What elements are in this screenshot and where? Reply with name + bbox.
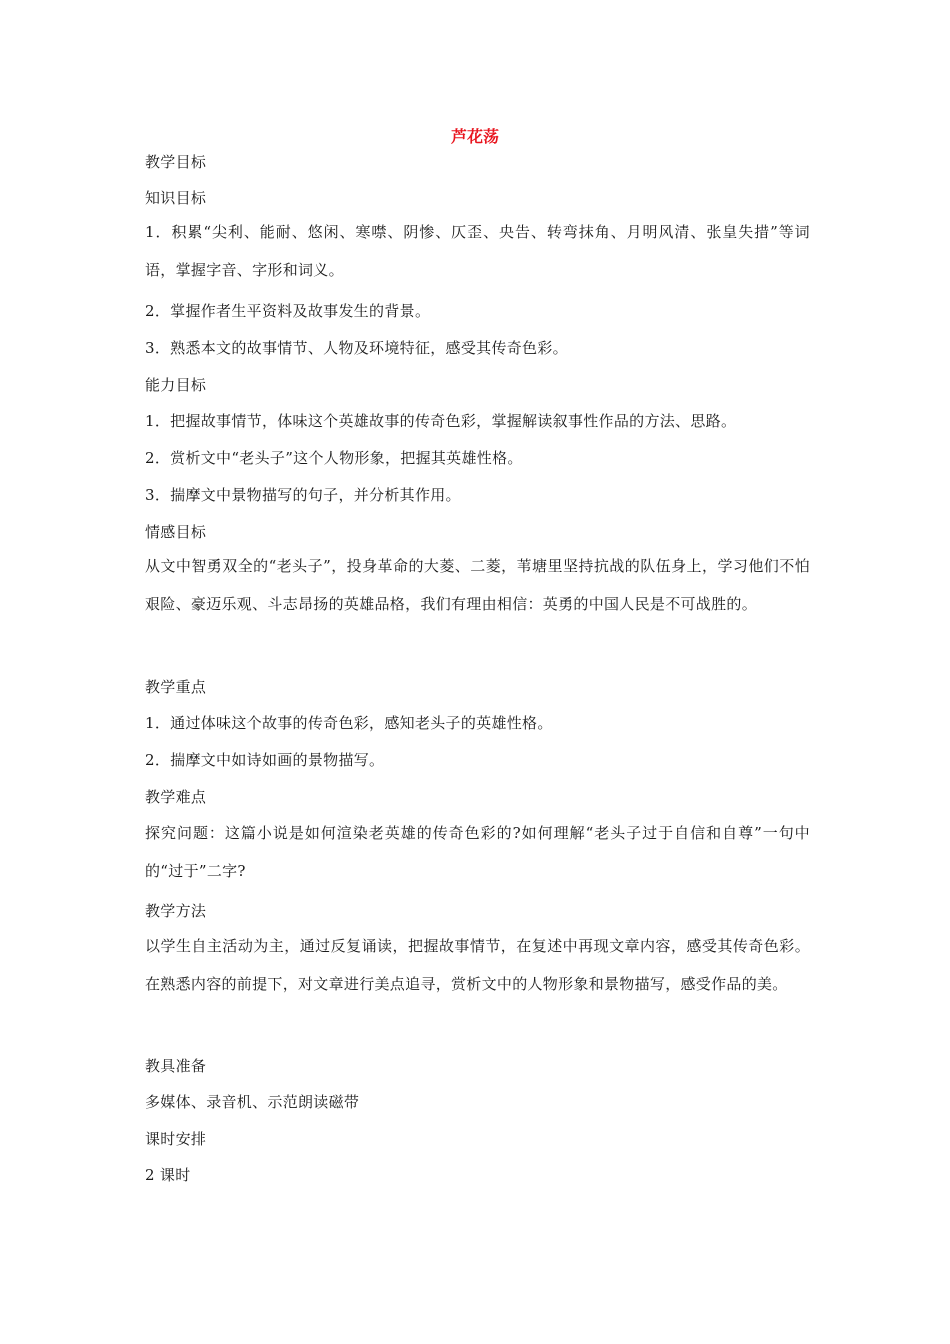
heading-teaching-method: 教学方法 xyxy=(145,902,207,920)
emotion-goal-text: 从文中智勇双全的“老头子”，投身革命的大菱、二菱，苇塘里坚持抗战的队伍身上，学习他们不怕艰险、豪迈乐观、斗志昂扬的英雄品格，我们有理由相信：英勇的中国人民是不可战胜的。 xyxy=(145,557,810,613)
heading-ability-goals: 能力目标 xyxy=(145,376,207,394)
teaching-aids-text: 多媒体、录音机、示范朗读磁带 xyxy=(145,1093,360,1111)
heading-class-schedule: 课时安排 xyxy=(145,1130,207,1148)
heading-teaching-aids: 教具准备 xyxy=(145,1057,207,1075)
ability-goal-1: 1．把握故事情节，体味这个英雄故事的传奇色彩，掌握解读叙事性作品的方法、思路。 xyxy=(145,412,737,430)
heading-teaching-difficulty: 教学难点 xyxy=(145,788,207,806)
document-title: 芦花荡 xyxy=(450,127,499,146)
heading-knowledge-goals: 知识目标 xyxy=(145,189,207,207)
heading-teaching-focus: 教学重点 xyxy=(145,678,207,696)
teaching-focus-2: 2．揣摩文中如诗如画的景物描写。 xyxy=(145,751,385,769)
class-schedule-text: 2 课时 xyxy=(145,1166,191,1184)
knowledge-goal-1: 1．积累“尖利、能耐、悠闲、寒噤、阴惨、仄歪、央告、转弯抹角、月明风清、张皇失措”等词语，掌握字音、字形和词义。 xyxy=(145,223,810,279)
teaching-method-text: 以学生自主活动为主，通过反复诵读，把握故事情节，在复述中再现文章内容，感受其传奇色彩。在熟悉内容的前提下，对文章进行美点追寻，赏析文中的人物形象和景物描写，感受作品的美。 xyxy=(145,937,810,993)
ability-goal-2: 2．赏析文中“老头子”这个人物形象，把握其英雄性格。 xyxy=(145,449,523,467)
knowledge-goal-3: 3．熟悉本文的故事情节、人物及环境特征，感受其传奇色彩。 xyxy=(145,339,568,357)
knowledge-goal-2: 2．掌握作者生平资料及故事发生的背景。 xyxy=(145,302,431,320)
heading-emotion-goals: 情感目标 xyxy=(145,523,207,541)
heading-teaching-goals: 教学目标 xyxy=(145,153,207,171)
teaching-focus-1: 1．通过体味这个故事的传奇色彩，感知老头子的英雄性格。 xyxy=(145,714,553,732)
teaching-difficulty-text: 探究问题：这篇小说是如何渲染老英雄的传奇色彩的?如何理解“老头子过于自信和自尊”一句中的“过于”二字? xyxy=(145,824,810,880)
ability-goal-3: 3．揣摩文中景物描写的句子，并分析其作用。 xyxy=(145,486,461,504)
